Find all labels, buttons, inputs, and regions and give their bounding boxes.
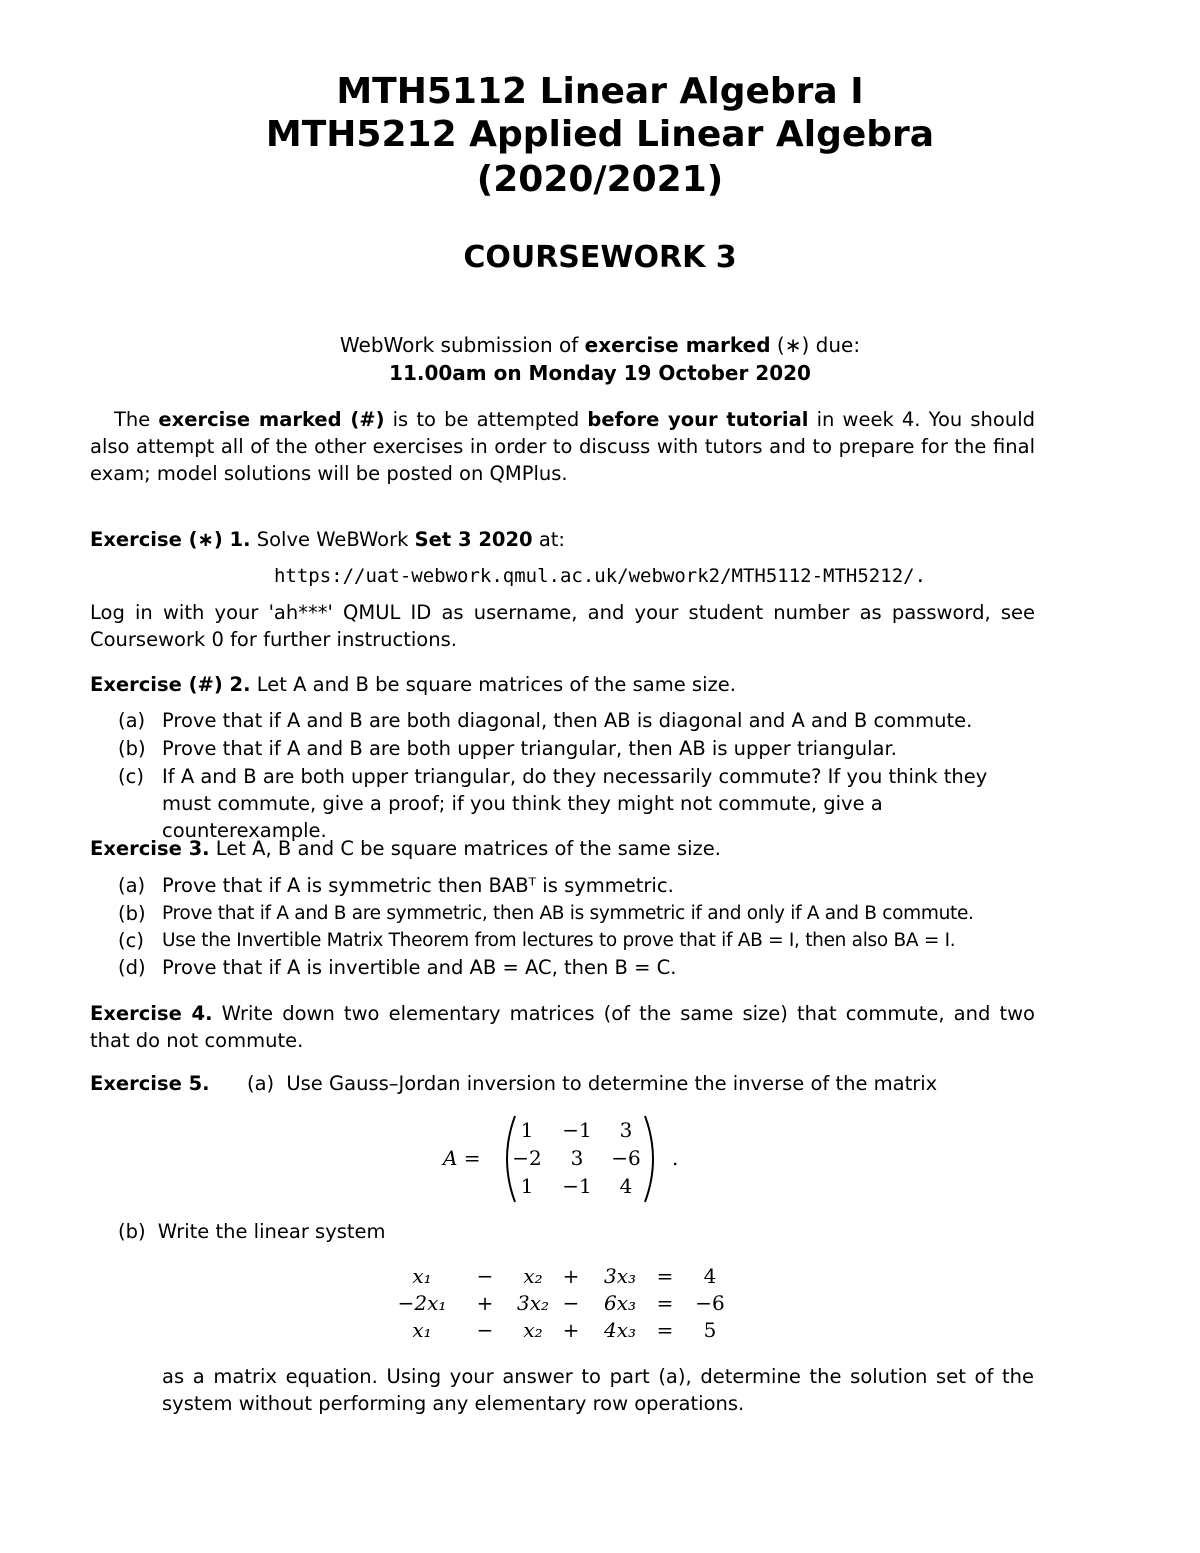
exercise-5-heading: Exercise 5. <box>90 1072 210 1095</box>
exercise-2a: (a) Prove that if A and B are both diagonal, then AB is diagonal and A and B commute. <box>118 709 973 732</box>
exercise-1-heading: Exercise (∗) 1. Solve WeBWork Set 3 2020 at: <box>90 528 565 551</box>
academic-year: (2020/2021) <box>476 159 724 200</box>
intro-paragraph: The exercise marked (#) is to be attempted before your tutorial in week 4. You should also attempt all of the other exercises in order to discuss with tutors and to prepare for the final exam; model solutions will be posted on QMPlus. <box>90 408 1036 485</box>
coursework-title: COURSEWORK 3 <box>463 240 737 275</box>
matrix-cell: 1 <box>520 1174 534 1198</box>
system-term: 4x₃ <box>603 1318 637 1342</box>
exercise-5b-instructions: as a matrix equation. Using your answer to part (a), determine the solution set of the system without performing any elementary row operations. <box>162 1365 1034 1415</box>
course-title-2: MTH5212 Applied Linear Algebra <box>265 114 935 155</box>
system-term: 6x₃ <box>603 1291 637 1315</box>
exercise-3c: (c) Use the Invertible Matrix Theorem from lectures to prove that if AB = I, then also BA = I. <box>118 929 956 952</box>
webwork-url[interactable]: https://uat-webwork.qmul.ac.uk/webwork2/MTH5112-MTH5212/. <box>273 565 927 587</box>
system-eq: = <box>656 1291 674 1315</box>
matrix-cell: 3 <box>570 1146 584 1170</box>
system-term: x₂ <box>523 1318 543 1342</box>
system-op: + <box>562 1264 580 1288</box>
exercise-3d: (d) Prove that if A is invertible and AB = AC, then B = C. <box>118 956 677 979</box>
login-instructions: Log in with your 'ah***' QMUL ID as username, and your student number as password, see Coursework 0 for further instructions. <box>90 601 1035 651</box>
exercise-3a: (a) Prove that if A is symmetric then BABᵀ is symmetric. <box>118 874 674 897</box>
system-op: − <box>476 1318 494 1342</box>
system-rhs: −6 <box>695 1291 725 1315</box>
system-term: 3x₃ <box>603 1264 637 1288</box>
matrix-period: . <box>672 1146 679 1170</box>
system-term: x₁ <box>412 1318 432 1342</box>
exercise-4: Exercise 4. Write down two elementary matrices (of the same size) that commute, and two that do not commute. <box>90 1002 1035 1052</box>
matrix-lhs: A = <box>443 1146 481 1170</box>
system-rhs: 5 <box>703 1318 717 1342</box>
course-title-1: MTH5112 Linear Algebra I <box>336 71 864 112</box>
due-date: 11.00am on Monday 19 October 2020 <box>389 361 811 385</box>
matrix-cell: 4 <box>619 1174 633 1198</box>
system-op: − <box>476 1264 494 1288</box>
system-eq: = <box>656 1264 674 1288</box>
matrix-cell: 3 <box>619 1118 633 1142</box>
matrix-cell: 1 <box>520 1118 534 1142</box>
exercise-2-heading: Exercise (#) 2. Let A and B be square matrices of the same size. <box>90 673 736 696</box>
system-op: − <box>562 1291 580 1315</box>
exercise-5a: (a) Use Gauss–Jordan inversion to determine the inverse of the matrix <box>247 1072 938 1095</box>
system-term: x₁ <box>412 1264 432 1288</box>
system-eq: = <box>656 1318 674 1342</box>
system-op: + <box>562 1318 580 1342</box>
exercise-2b: (b) Prove that if A and B are both upper triangular, then AB is upper triangular. <box>118 737 897 760</box>
submission-note: WebWork submission of exercise marked (∗) due: <box>339 333 861 357</box>
matrix-cell: −1 <box>562 1118 592 1142</box>
exercise-3b: (b) Prove that if A and B are symmetric, then AB is symmetric if and only if A and B commute. <box>118 902 974 925</box>
system-op: + <box>476 1291 494 1315</box>
system-term: −2x₁ <box>397 1291 447 1315</box>
exercise-3-heading: Exercise 3. Let A, B and C be square matrices of the same size. <box>90 837 721 860</box>
exercise-2c: (c) If A and B are both upper triangular, do they necessarily commute? If you think they must commute, give a proof; if you think they might not commute, give a counterexample. <box>118 765 988 842</box>
exercise-5b: (b) Write the linear system <box>118 1220 386 1243</box>
system-rhs: 4 <box>703 1264 717 1288</box>
system-term: 3x₂ <box>516 1291 550 1315</box>
matrix-cell: −1 <box>562 1174 592 1198</box>
matrix-cell: −2 <box>512 1146 542 1170</box>
system-term: x₂ <box>523 1264 543 1288</box>
matrix-cell: −6 <box>611 1146 641 1170</box>
